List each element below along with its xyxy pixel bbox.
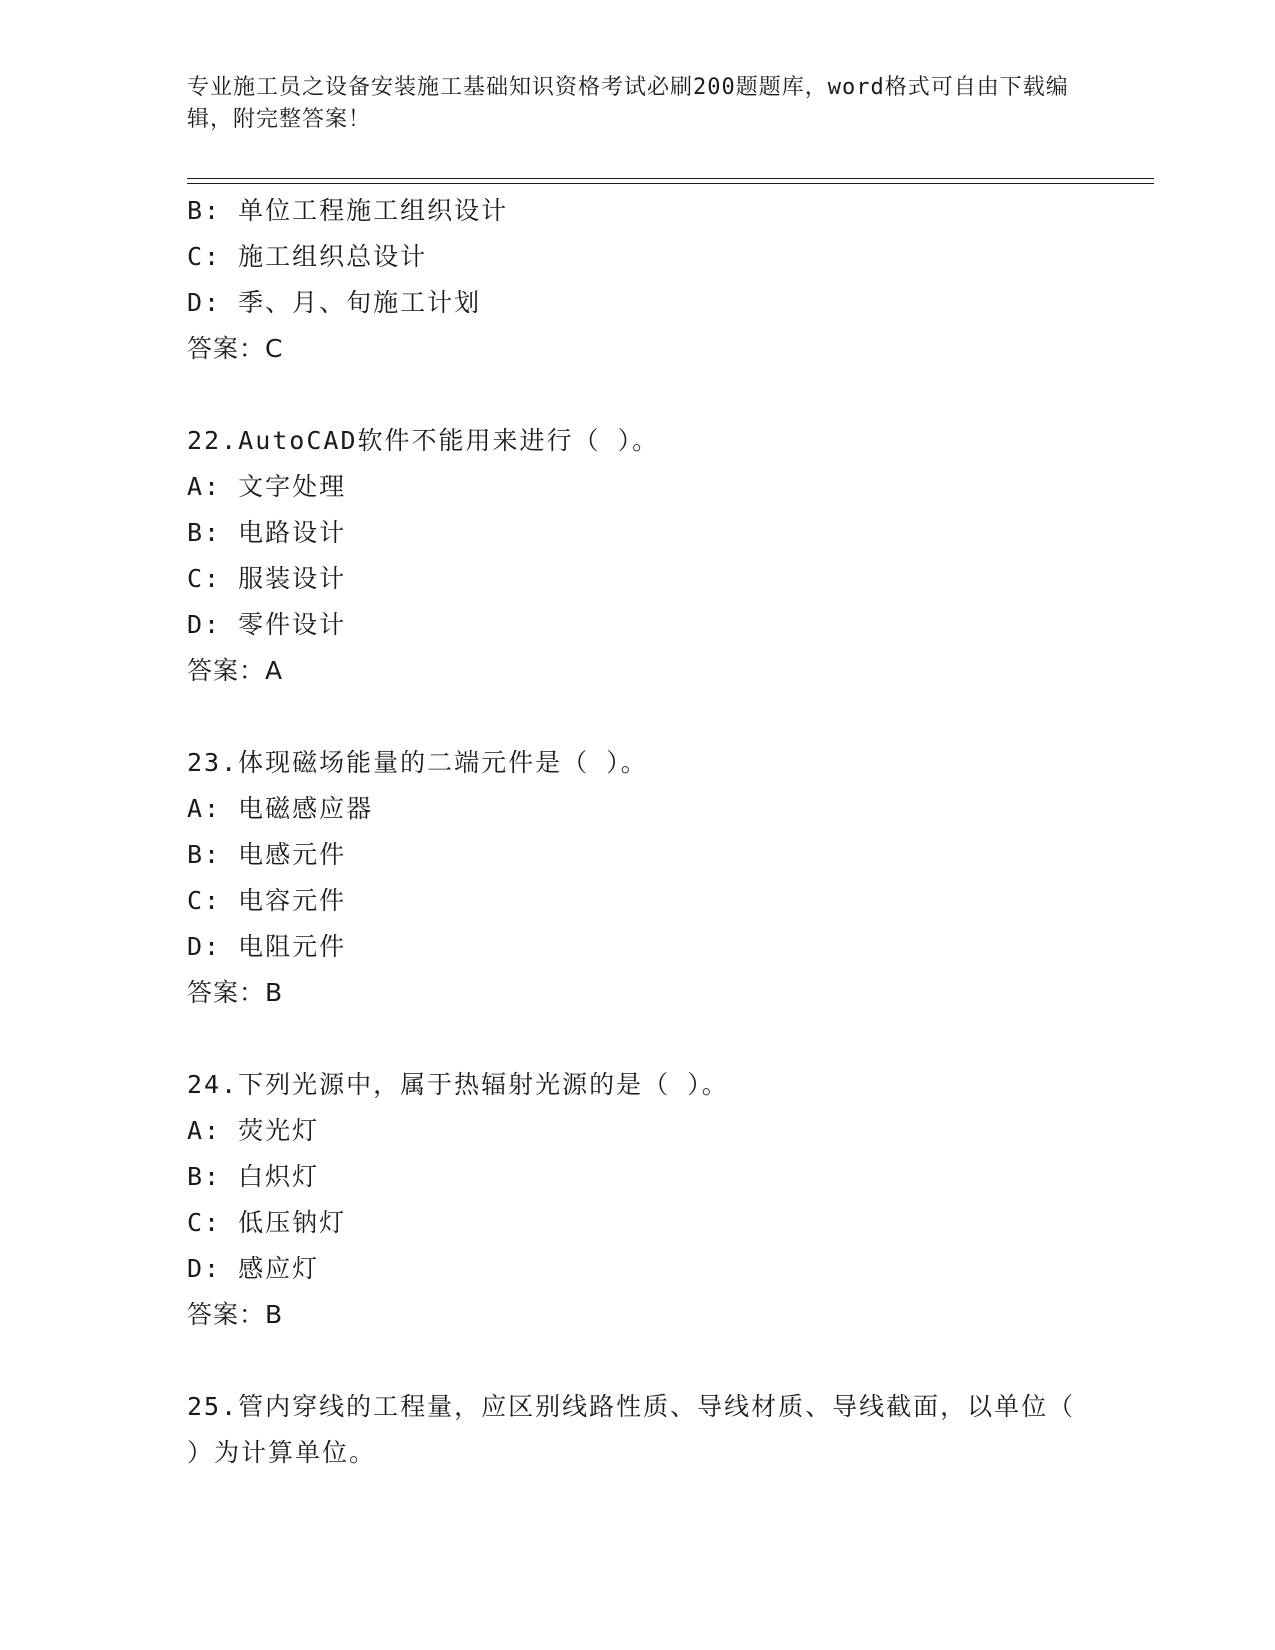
question-text: 23.体现磁场能量的二端元件是（ ）。 xyxy=(187,748,648,777)
answer-line: 答案：A xyxy=(187,656,284,685)
document-header: 专业施工员之设备安装施工基础知识资格考试必刷200题题库，word格式可自由下载编辑，附完整答案！ xyxy=(187,75,1069,132)
option-c: C: 电容元件 xyxy=(187,886,347,915)
answer-line: 答案：B xyxy=(187,978,284,1007)
spacer xyxy=(187,1016,1107,1062)
spacer xyxy=(187,372,1107,418)
header-divider-bottom xyxy=(187,183,1154,184)
question-block-24 xyxy=(187,1062,1107,1338)
option-b: B: 白炽灯 xyxy=(187,1162,320,1191)
option-b: B: 电路设计 xyxy=(187,518,347,547)
spacer xyxy=(187,694,1107,740)
option-d: D: 季、月、旬施工计划 xyxy=(187,288,482,317)
question-block-23 xyxy=(187,740,1107,1016)
question-list xyxy=(187,188,1107,1476)
option-d: D: 感应灯 xyxy=(187,1254,320,1283)
question-text: 22.AutoCAD软件不能用来进行（ ）。 xyxy=(187,426,660,455)
question-block-21 xyxy=(187,188,1107,372)
option-b: B: 单位工程施工组织设计 xyxy=(187,196,509,225)
question-block-25 xyxy=(187,1384,1107,1476)
option-a: A: 荧光灯 xyxy=(187,1116,320,1145)
question-text: 25.管内穿线的工程量，应区别线路性质、导线材质、导线截面，以单位（ ）为计算单位。 xyxy=(187,1392,1076,1467)
question-text: 24.下列光源中，属于热辐射光源的是（ ）。 xyxy=(187,1070,729,1099)
option-d: D: 电阻元件 xyxy=(187,932,347,961)
option-c: C: 低压钠灯 xyxy=(187,1208,347,1237)
option-a: A: 文字处理 xyxy=(187,472,347,501)
header-divider-top xyxy=(187,178,1154,179)
option-c: C: 服装设计 xyxy=(187,564,347,593)
answer-line: 答案：B xyxy=(187,1300,284,1329)
question-block-22 xyxy=(187,418,1107,694)
option-b: B: 电感元件 xyxy=(187,840,347,869)
answer-line: 答案：C xyxy=(187,334,284,363)
option-c: C: 施工组织总设计 xyxy=(187,242,428,271)
spacer xyxy=(187,1338,1107,1384)
option-d: D: 零件设计 xyxy=(187,610,347,639)
option-a: A: 电磁感应器 xyxy=(187,794,374,823)
